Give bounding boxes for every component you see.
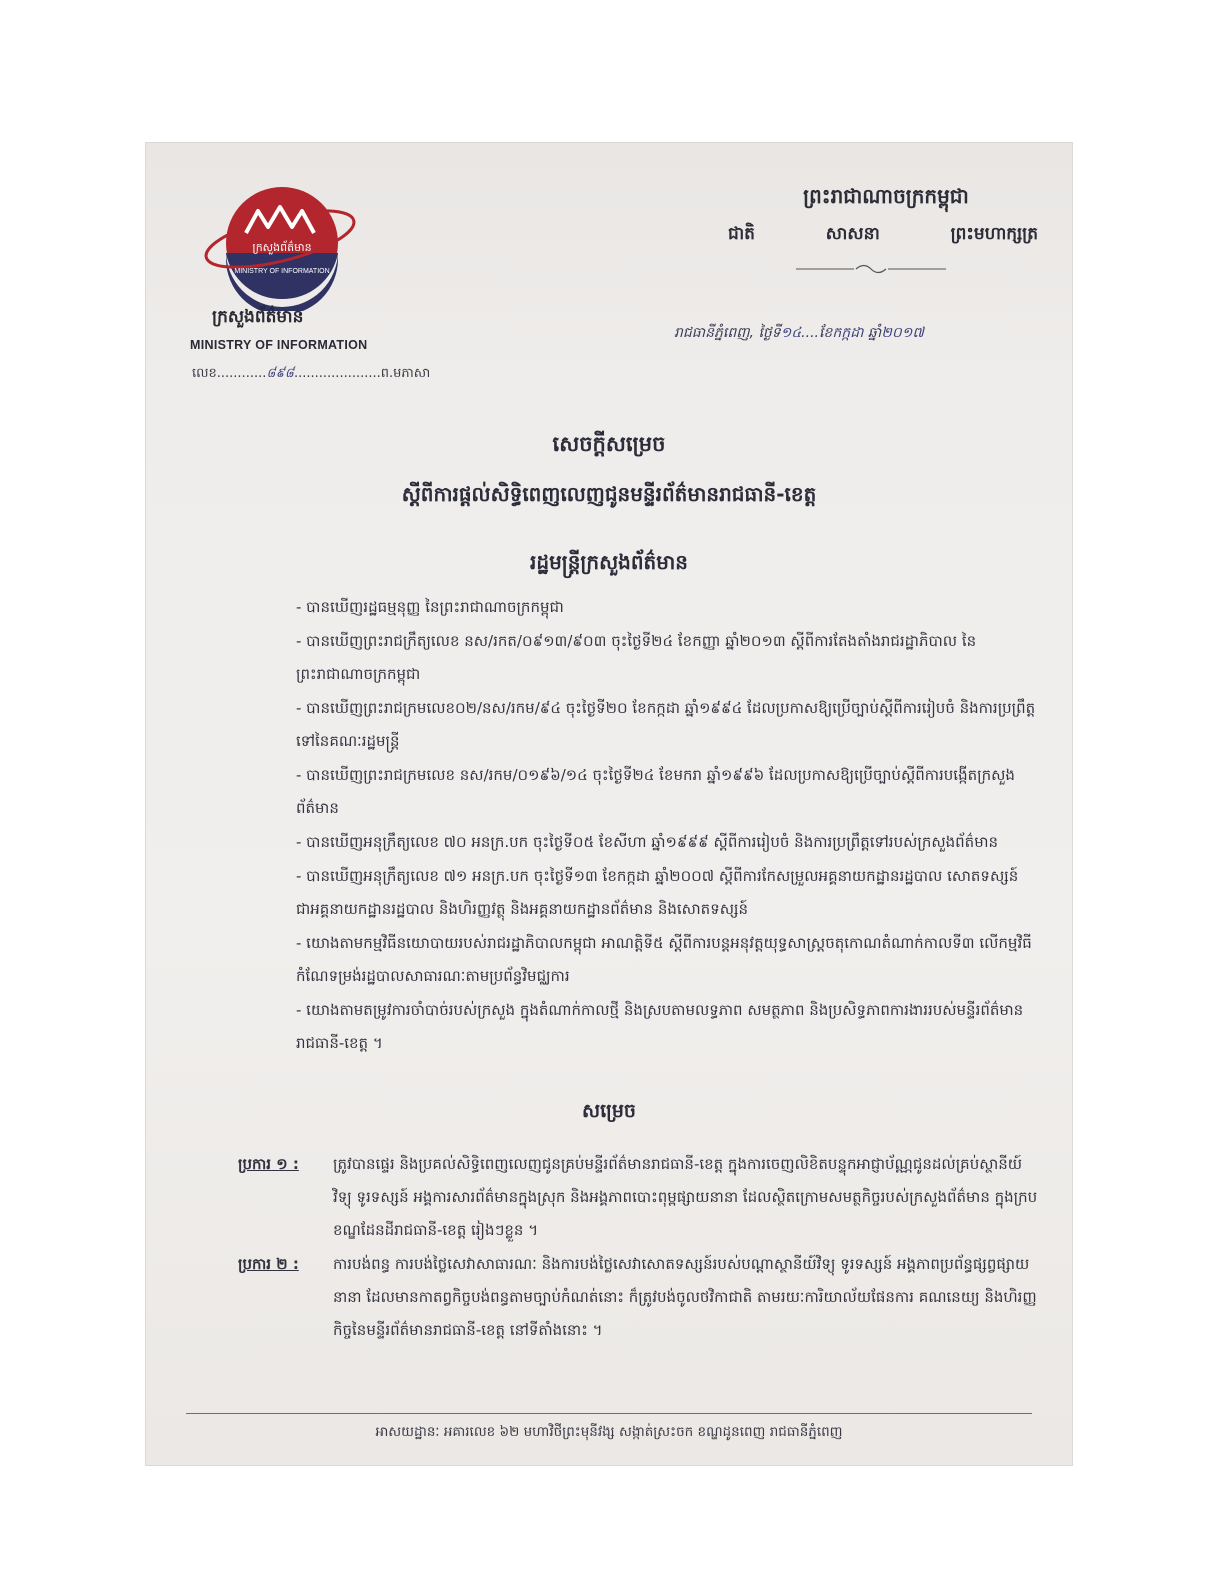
preamble-item: - បានឃើញព្រះរាជក្រមលេខ០២/នស/រកម/៩៤ ចុះថ្ងៃទី២០ ខែកក្កដា ឆ្នាំ១៩៩៤ ដែលប្រកាសឱ្យប្រើច្បាប់ស្តីពីការរៀបចំ និងការប្រព្រឹត្ត ទៅនៃគណៈរដ្ឋមន្ត្រី (296, 699, 1036, 750)
preamble-item: - យោងតាមកម្មវិធីនយោបាយរបស់រាជរដ្ឋាភិបាលកម្ពុជា អាណត្តិទី៥ ស្តីពីការបន្តអនុវត្តយុទ្ធសាស្ត្រចតុកោណតំណាក់កាលទី៣ លើកម្មវិធីកំណែទម្រង់រដ្ឋបាលសាធារណៈតាមប្រព័ន្ធវិមជ្ឈការ (296, 934, 1032, 985)
date-line: រាជធានីភ្នំពេញ, ថ្ងៃទី១៤....ខែកក្កដា ឆ្នាំ២០១៧ (674, 325, 924, 341)
reference-number: លេខ............៨៩៨.....................ព.មភាសា (192, 366, 431, 381)
national-motto (728, 223, 1038, 248)
preamble-item: - បានឃើញព្រះរាជក្រឹត្យលេខ នស/រកត/០៩១៣/៩០៣ ចុះថ្ងៃទី២៤ ខែកញ្ញា ឆ្នាំ២០១៣ ស្តីពីការតែងតាំងរាជរដ្ឋាភិបាល នៃព្រះរាជាណាចក្រកម្ពុជា (296, 632, 977, 683)
article-1 (238, 1148, 1038, 1247)
preamble-item: - យោងតាមតម្រូវការចាំបាច់របស់ក្រសួង ក្នុងតំណាក់កាលថ្មី និងស្របតាមលទ្ធភាព សមត្ថភាព និងប្រសិទ្ធភាពការងាររបស់មន្ទីរព័ត៌មានរាជធានី-ខេត្ត ។ (296, 1001, 1024, 1052)
issuing-authority: រដ្ឋមន្ត្រីក្រសួងព័ត៌មាន (530, 550, 688, 574)
ref-suffix: ព.មភាសា (380, 366, 431, 381)
ministry-logo (202, 181, 362, 311)
footer-address: អាសយដ្ឋានៈ អគារលេខ ៦២ មហាវិថីព្រះមុនីវង្ស សង្កាត់ស្រះចក ខណ្ឌដូនពេញ រាជធានីភ្នំពេញ (375, 1424, 843, 1440)
article-2 (238, 1248, 1038, 1347)
preamble-item: - បានឃើញព្រះរាជក្រមលេខ នស/រកម/០១៩៦/១៤ ចុះថ្ងៃទី២៤ ខែមករា ឆ្នាំ១៩៩៦ ដែលប្រកាសឱ្យប្រើច្បាប់ស្តីពីការបង្កើតក្រសួងព័ត៌មាន (296, 766, 1015, 817)
footer-divider (186, 1413, 1032, 1414)
article-text: ត្រូវបានផ្ទេរ និងប្រគល់សិទ្ធិពេញលេញជូនគ្រប់មន្ទីរព័ត៌មានរាជធានី-ខេត្ត ក្នុងការចេញលិខិតបន្ទុកអាជ្ញាប័ណ្ណជូនដល់គ្រប់ស្ថានីយ៍ វិទ្យុ ទូរទស្សន៍ អង្គការសារព័ត៌មានក្នុងស្រុក និងអង្គភាពបោះពុម្ពផ្សាយនានា ដែលស្ថិតក្រោមសមត្ថកិច្ចរបស់ក្រសួងព័ត៌មាន ក្នុងក្របខណ្ឌដែនដីរាជធានី-ខេត្ត រៀងៗខ្លួន ។ (333, 1155, 1038, 1239)
kingdom-heading: ព្រះរាជាណាចក្រកម្ពុជា (803, 184, 969, 208)
motto-religion: សាសនា (825, 224, 880, 244)
ref-label: លេខ (192, 366, 217, 381)
logo-text-kh: ក្រសួងព័ត៌មាន (252, 241, 312, 254)
article-text: ការបង់ពន្ធ ការបង់ថ្លៃសេវាសាធារណៈ និងការបង់ថ្លៃសេវាសោតទស្សន៍របស់បណ្តាស្ថានីយ៍វិទ្យុ ទូរទស្សន៍ អង្គភាពប្រព័ន្ធផ្សព្វផ្សាយនានា ដែលមានកាតព្វកិច្ចបង់ពន្ធតាមច្បាប់កំណត់នោះ ក៏ត្រូវបង់ចូលថវិកាជាតិ តាមរយៈការិយាល័យផែនការ គណនេយ្យ និងហិរញ្ញកិច្ចនៃមន្ទីរព័ត៌មានរាជធានី-ខេត្ត នៅទីតាំងនោះ ។ (333, 1255, 1037, 1339)
date-day: ១៤ (780, 325, 802, 341)
decision-heading: សម្រេច (582, 1100, 636, 1122)
article-label: ប្រការ ២ : (238, 1255, 299, 1273)
ref-number: ៨៩៨ (266, 366, 294, 381)
date-month: កក្កដា (832, 325, 864, 341)
document-subject: ស្តីពីការផ្តល់សិទ្ធិពេញលេញជូនមន្ទីរព័ត៌មានរាជធានី-ខេត្ត (401, 482, 817, 506)
ministry-name-kh: ក្រសួងព័ត៌មាន (212, 307, 304, 327)
preamble-list (296, 591, 1036, 1061)
article-label: ប្រការ ១ : (238, 1155, 299, 1173)
ornament-divider (796, 261, 946, 275)
preamble-item: - បានឃើញរដ្ឋធម្មនុញ្ញ នៃព្រះរាជាណាចក្រកម្ពុជា (296, 598, 564, 616)
document-type-title: សេចក្តីសម្រេច (552, 432, 666, 456)
date-year-label: ឆ្នាំ (867, 325, 882, 341)
motto-king: ព្រះមហាក្សត្រ (950, 224, 1038, 244)
ministry-name-en: MINISTRY OF INFORMATION (190, 338, 368, 352)
preamble-item: - បានឃើញអនុក្រឹត្យលេខ ៧០ អនក្រ.បក ចុះថ្ងៃទី០៥ ខែសីហា ឆ្នាំ១៩៩៩ ស្តីពីការរៀបចំ និងការប្រព្រឹត្តទៅរបស់ក្រសួងព័ត៌មាន (296, 833, 999, 851)
date-prefix: រាជធានីភ្នំពេញ, ថ្ងៃទី (674, 325, 781, 341)
date-year: ២០១៧ (881, 325, 924, 341)
motto-nation: ជាតិ (728, 224, 755, 244)
document-page (146, 143, 1072, 1465)
logo-text-en: MINISTRY OF INFORMATION (234, 268, 330, 275)
preamble-item: - បានឃើញអនុក្រឹត្យលេខ ៧១ អនក្រ.បក ចុះថ្ងៃទី១៣ ខែកក្កដា ឆ្នាំ២០០៧ ស្តីពីការកែសម្រួលអគ្គនាយកដ្ឋានរដ្ឋបាល សោតទស្សន៍ ជាអគ្គនាយកដ្ឋានរដ្ឋបាល និងហិរញ្ញវត្ថុ និងអគ្គនាយកដ្ឋានព័ត៌មាន និងសោតទស្សន៍ (296, 867, 1019, 918)
date-month-label: ខែ (818, 325, 833, 341)
